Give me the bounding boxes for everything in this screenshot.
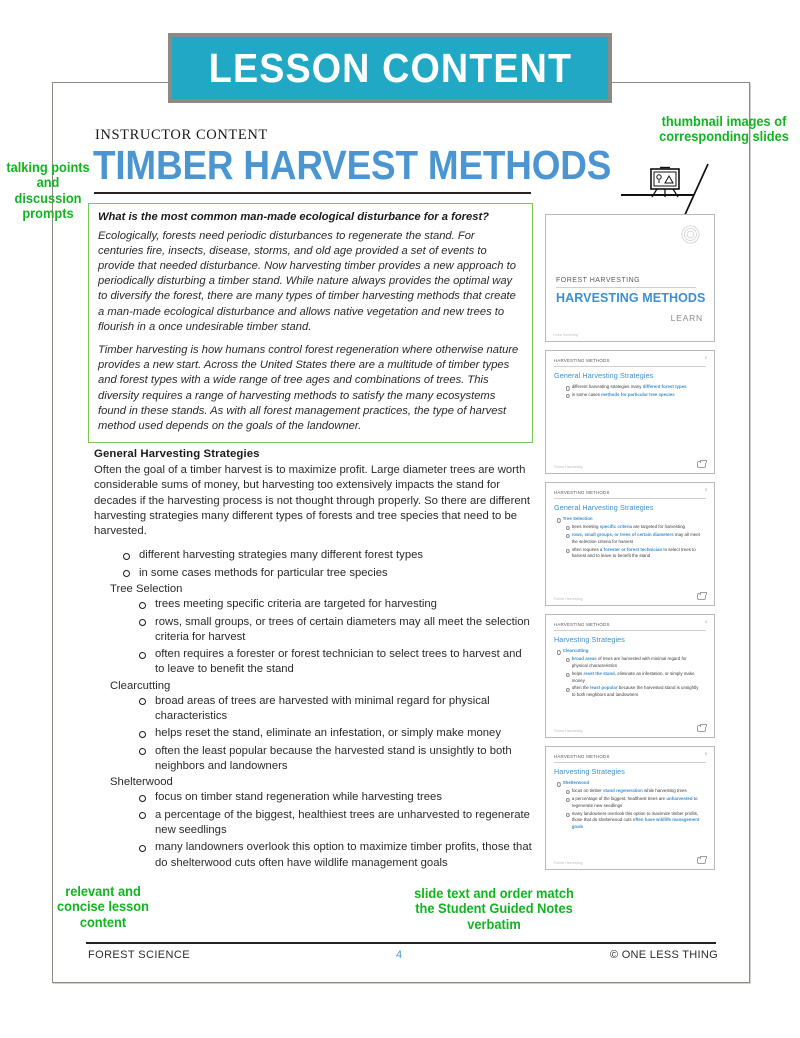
slide-bullet-text: trees meeting — [571, 523, 600, 529]
section-intro-paragraph: Often the goal of a timber harvest is to maximize profit. Large diameter trees are worth considerable sums of money, but harvesting too extensively impacts the stand for decades if the harvesting process is not thought through properly. So there are different harvesting strategies many different types of forests and tree species that need to be harvested. — [94, 464, 531, 537]
lesson-content-banner — [168, 33, 612, 103]
slide-bullet-text: while harvesting trees — [642, 787, 687, 793]
annotation-thumbnails: thumbnail images of corresponding slides — [659, 114, 789, 145]
bullet-group-subhead: Clearcutting — [110, 679, 171, 692]
list-item: rows, small groups, or trees of certain diameters may all meet the selection criteria for harvest — [136, 615, 534, 645]
slide-bullet-text: different harvesting strategies many — [571, 384, 643, 389]
slide-bullet — [565, 392, 700, 399]
slide-divider — [554, 366, 706, 367]
slide-bullet-list — [556, 780, 706, 787]
slide-title: General Harvesting Strategies — [554, 371, 654, 380]
slide-bullet-highlight: stand regeneration — [603, 787, 643, 793]
page-title: TIMBER HARVEST METHODS — [93, 142, 612, 188]
slide-thumbnail[interactable] — [545, 482, 715, 606]
slide-bullet — [565, 656, 700, 670]
slide-number: 4 — [704, 619, 707, 624]
slide-kicker: FOREST HARVESTING — [556, 277, 641, 284]
slide-kicker: HARVESTING METHODS — [554, 358, 610, 363]
content-slide-list — [545, 350, 715, 870]
slide-bullet-highlight: Shelterwood — [562, 780, 590, 785]
slide-bullet — [565, 796, 700, 810]
bullet-groups — [94, 583, 534, 870]
list-item: trees meeting specific criteria are targeted for harvesting — [136, 597, 534, 612]
slide-bullet-highlight: unharvested — [666, 795, 693, 801]
slide-bullet-text: often the — [571, 685, 591, 691]
list-item: helps reset the stand, eliminate an infestation, or simply make money — [136, 726, 534, 741]
slide-divider — [554, 630, 706, 631]
lesson-body — [94, 448, 534, 873]
footer-copyright: © ONE LESS THING — [609, 949, 718, 961]
slide-footer: Forest Harvesting — [553, 333, 579, 337]
slide-thumbnail[interactable] — [545, 614, 715, 738]
slide-footer: Forest Harvesting — [554, 861, 583, 865]
section-heading: General Harvesting Strategies — [94, 448, 260, 460]
slide-kicker: HARVESTING METHODS — [554, 490, 610, 495]
slide-bullet — [556, 648, 700, 655]
slide-bullet-highlight: reset the stand — [583, 670, 615, 676]
slide-bullet — [565, 524, 700, 531]
slide-bullet-highlight: methods for particular tree species — [601, 391, 675, 397]
top-bullet-list — [120, 548, 534, 581]
print-icon — [697, 857, 706, 864]
callout-paragraph-2: Timber harvesting is how humans control forest regeneration where otherwise nature provides a new start. Across the United States there are a multitude of timber types and forest types with a wide range of tree ages and combinations of trees. This diversity requires a range of harvesting methods to satisfy the many ecosystems found in these stands. As with all forest management practices, the type of harvest method used depends on the goals of the landowner. — [98, 343, 519, 432]
slide-bullet-text: to regenerate new seedlings — [571, 795, 698, 808]
slide-bullet — [565, 811, 700, 832]
slide-logo-icon — [681, 225, 700, 244]
slide-bullet — [556, 516, 700, 523]
slide-bullet-highlight: forester or forest technician — [603, 546, 663, 552]
slide-bullet-list — [556, 648, 706, 655]
banner-title: LESSON CONTENT — [208, 44, 572, 91]
annotation-talking-points: talking points and discussion prompts — [6, 160, 90, 221]
slide-bullet — [565, 547, 700, 561]
slide-divider — [556, 287, 696, 288]
slide-footer: Forest Harvesting — [554, 465, 583, 469]
slide-bullet-highlight: broad areas — [571, 655, 597, 661]
slide-bullet-highlight: specific criteria — [599, 523, 633, 529]
print-icon — [697, 461, 706, 468]
slide-bullet-highlight: Clearcutting — [562, 648, 589, 653]
callout-question: What is the most common man-made ecological disturbance for a forest? — [98, 211, 490, 223]
footer-page-number: 4 — [396, 949, 403, 961]
slide-bullet-highlight: least popular — [590, 685, 618, 691]
list-item: often requires a forester or forest technician to select trees to harvest and to leave to benefit the stand — [136, 647, 534, 677]
slide-bullet-text: may all meet the selection criteria for harvest — [571, 531, 700, 544]
title-divider — [94, 192, 531, 194]
slide-number: 3 — [704, 487, 707, 492]
footer-divider — [86, 942, 716, 944]
slide-bullet-text: a percentage of the biggest, healthiest trees are — [571, 795, 667, 801]
bullet-group-list — [136, 694, 534, 774]
slide-footer: Forest Harvesting — [554, 729, 583, 733]
slide-bullet-list — [565, 524, 706, 560]
slide-bullet-text: to select trees to harvest and to leave to benefit the stand — [571, 546, 696, 559]
slide-title: HARVESTING METHODS — [556, 291, 706, 305]
slide-bullet-text: many landowners overlook this option to maximize timber profits, those that do shelterwood cuts — [571, 810, 699, 823]
slide-bullet-text: helps — [571, 670, 584, 676]
slide-divider — [554, 498, 706, 499]
slide-title: Harvesting Strategies — [554, 635, 625, 644]
slide-bullet-text: because the harvested stand is unsightly to both neighbors and landowners — [571, 685, 699, 698]
slide-bullet-text: are targeted for harvesting — [632, 523, 685, 529]
footer-course-name: FOREST SCIENCE — [88, 949, 190, 961]
slide-bullet-text: of trees are harvested with minimal regard for physical characteristics — [571, 655, 687, 668]
slide-footer: Forest Harvesting — [554, 597, 583, 601]
slide-bullet-list — [565, 384, 706, 399]
bullet-group-list — [136, 790, 534, 870]
list-item: in some cases methods for particular tree species — [120, 566, 534, 581]
list-item: focus on timber stand regeneration while harvesting trees — [136, 790, 534, 805]
bullet-group-list — [136, 597, 534, 677]
slide-action-label: LEARN — [670, 313, 703, 323]
slide-bullet-list — [565, 788, 706, 831]
instructor-content-kicker: INSTRUCTOR CONTENT — [95, 127, 268, 143]
slide-bullet-highlight: Tree Selection — [562, 516, 593, 521]
slide-thumbnail[interactable] — [545, 746, 715, 870]
slide-title: General Harvesting Strategies — [554, 503, 654, 512]
slide-bullet-highlight: often have wildlife management goals — [571, 817, 700, 830]
slide-thumbnails — [545, 214, 715, 878]
slide-kicker: HARVESTING METHODS — [554, 622, 610, 627]
slide-title: Harvesting Strategies — [554, 767, 625, 776]
slide-bullet — [565, 384, 700, 391]
slide-bullet-list — [565, 656, 706, 699]
list-item: broad areas of trees are harvested with minimal regard for physical characteristics — [136, 694, 534, 724]
slide-bullet — [565, 788, 700, 795]
slide-bullet-highlight: different forest types — [642, 384, 687, 389]
list-item: different harvesting strategies many different forest types — [120, 548, 534, 563]
slide-bullet-list — [556, 516, 706, 523]
slide-thumbnail[interactable] — [545, 350, 715, 474]
annotation-slide-order: slide text and order match the Student Guided Notes verbatim — [414, 886, 574, 932]
slide-divider — [554, 762, 706, 763]
bullet-group-subhead: Shelterwood — [110, 776, 173, 789]
callout-paragraph-1: Ecologically, forests need periodic disturbances to regenerate the stand. For centuries fire, insects, disease, storms, and old age provided a set of events to provide that needed disturbance. Now harvesting timber provides a new approach to periodically disturbing a timber stand. While nature always provides the optimal way to diversify the forest, there are many types of timber harvesting methods that create a man-made ecological disturbance and allows native vegetation and new trees to flourish in a once undesirable timber stand. — [98, 229, 516, 333]
slide-bullet — [565, 532, 700, 546]
slide-bullet — [565, 685, 700, 699]
slide-kicker: HARVESTING METHODS — [554, 754, 610, 759]
slide-bullet — [565, 671, 700, 685]
list-item: often the least popular because the harvested stand is unsightly to both neighbors and landowners — [136, 744, 534, 774]
slide-number: 2 — [704, 355, 707, 360]
slide-bullet-text: focus on timber — [571, 787, 604, 793]
slide-bullet-text: in some cases — [571, 391, 602, 397]
slide-bullet-highlight: rows, small groups, or trees of certain diameters — [571, 531, 674, 537]
print-icon — [697, 725, 706, 732]
slide-bullet — [556, 780, 700, 787]
instructor-callout-box — [88, 203, 533, 443]
print-icon — [697, 593, 706, 600]
bullet-group-subhead: Tree Selection — [110, 583, 183, 596]
slide-bullet-text: often requires a — [571, 546, 604, 552]
slide-number: 5 — [704, 751, 707, 756]
slide-thumbnail-title[interactable] — [545, 214, 715, 342]
list-item: a percentage of the biggest, healthiest trees are unharvested to regenerate new seedlings — [136, 808, 534, 838]
annotation-lesson-content: relevant and concise lesson content — [57, 884, 149, 930]
slide-bullet-text: , eliminate an infestation, or simply make money — [571, 670, 695, 683]
list-item: many landowners overlook this option to maximize timber profits, those that do shelterwood cuts often have wildlife management goals — [136, 840, 534, 870]
